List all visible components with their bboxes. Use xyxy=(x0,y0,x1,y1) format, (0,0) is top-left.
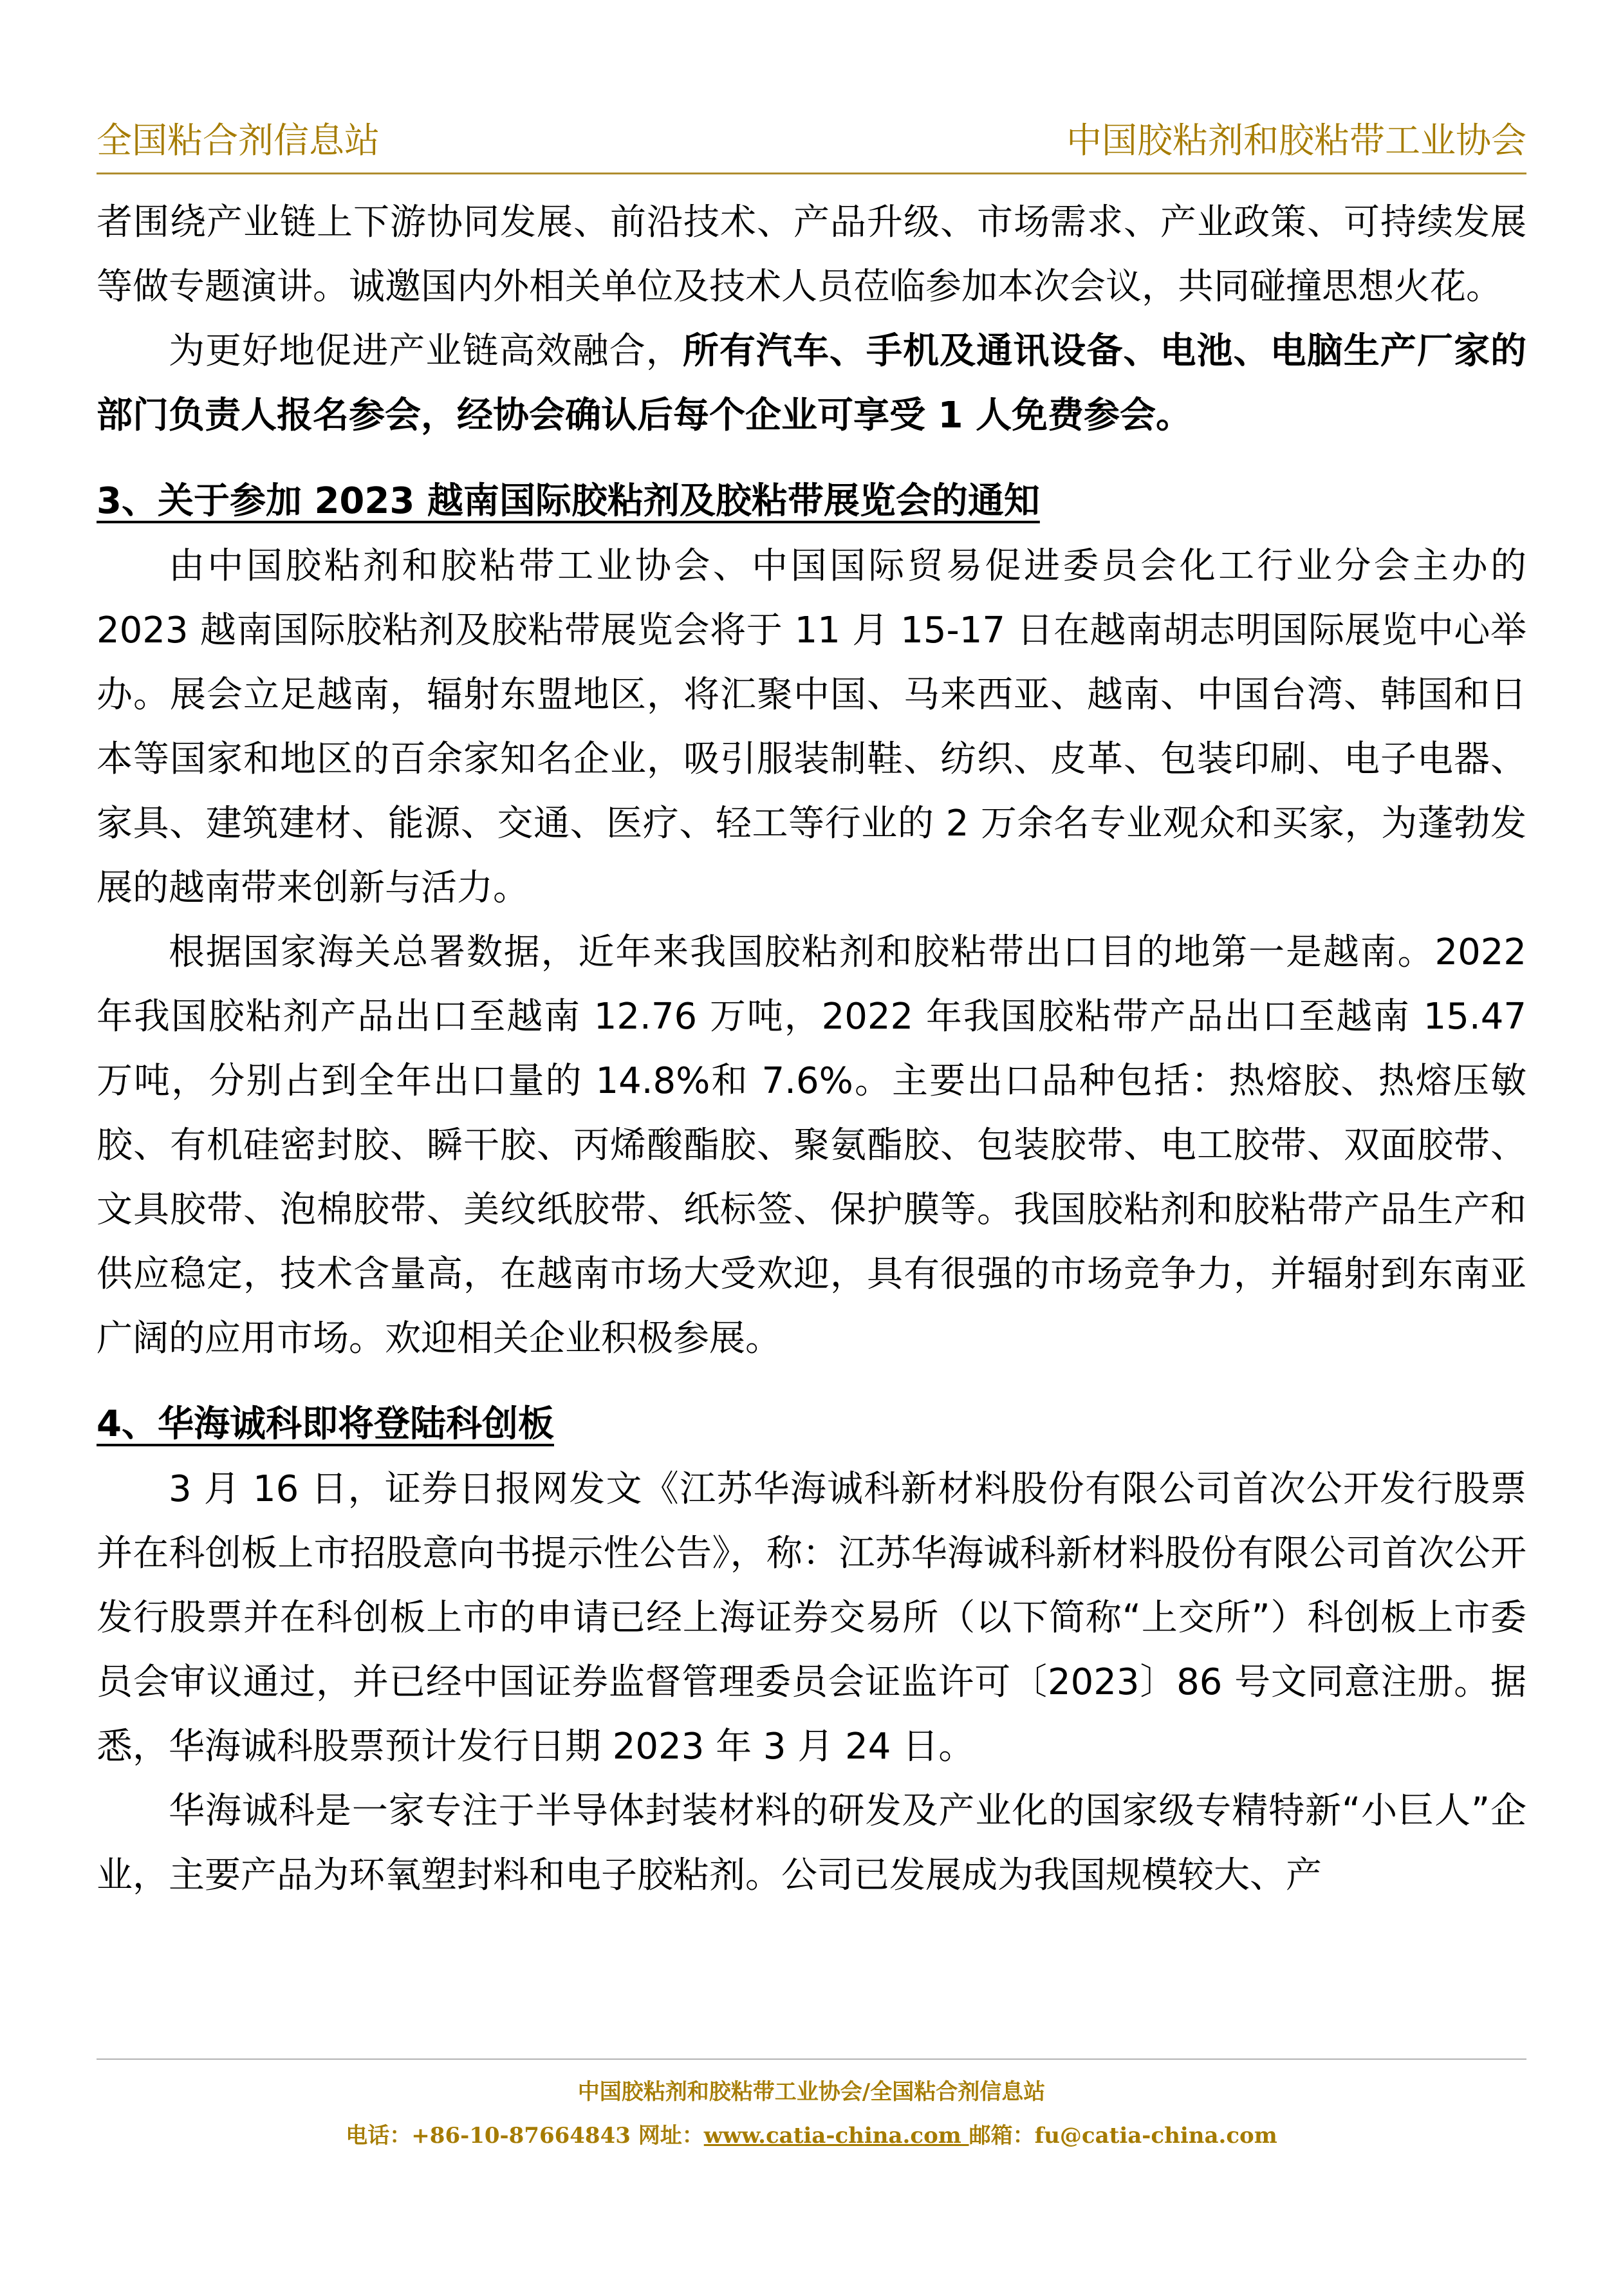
paragraph-export-data: 根据国家海关总署数据，近年来我国胶粘剂和胶粘带出口目的地第一是越南。2022 年我国胶粘剂产品出口至越南 12.76 万吨，2022 年我国胶粘带产品出口至越南 15.47 万吨，分别占到全年出口量的 14.8%和 7.6%。主要出口品种包括：热熔胶、热熔压敏胶、有机硅密封胶、瞬干胶、丙烯酸酯胶、聚氨酯胶、包装胶带、电工胶带、双面胶带、文具胶带、泡棉胶带、美纹纸胶带、纸标签、保护膜等。我国胶粘剂和胶粘带产品生产和供应稳定，技术含量高，在越南市场大受欢迎，具有很强的市场竞争力，并辐射到东南亚广阔的应用市场。欢迎相关企业积极参展。 xyxy=(97,931,1526,1359)
paragraph-company-profile: 华海诚科是一家专注于半导体封装材料的研发及产业化的国家级专精特新“小巨人”企业，主要产品为环氧塑封料和电子胶粘剂。公司已发展成为我国规模较大、产 xyxy=(97,1790,1526,1896)
footer-website-link[interactable]: www.catia-china.com xyxy=(703,2123,969,2149)
footer-email[interactable]: fu@catia-china.com xyxy=(1034,2123,1277,2149)
footer-organization: 中国胶粘剂和胶粘带工业协会/全国粘合剂信息站 xyxy=(577,2079,1046,2105)
paragraph-continued: 者围绕产业链上下游协同发展、前沿技术、产品升级、市场需求、产业政策、可持续发展等做专题演讲。诚邀国内外相关单位及技术人员莅临参加本次会议，共同碰撞思想火花。 xyxy=(97,201,1526,308)
paragraph-ipo-notice: 3 月 16 日，证券日报网发文《江苏华海诚科新材料股份有限公司首次公开发行股票并在科创板上市招股意向书提示性公告》，称：江苏华海诚科新材料股份有限公司首次公开发行股票并在科创板上市的申请已经上海证券交易所（以下简称“上交所”）科创板上市委员会审议通过，并已经中国证券监督管理委员会证监许可〔2023〕86 号文同意注册。据悉，华海诚科股票预计发行日期 2023 年 3 月 24 日。 xyxy=(97,1468,1526,1768)
footer-email-label: 邮箱： xyxy=(969,2123,1035,2149)
section-heading-4: 4、华海诚科即将登陆科创板 xyxy=(97,1403,554,1445)
footer-divider xyxy=(97,2058,1526,2060)
paragraph-registration xyxy=(97,319,1526,448)
page-header xyxy=(97,115,1526,166)
page-body xyxy=(97,191,1526,1908)
header-divider xyxy=(97,173,1526,174)
footer-contact xyxy=(0,2118,1623,2154)
paragraph-registration-bold: 所有汽车、手机及通讯设备、电池、电脑生产厂家的部门负责人报名参会，经协会确认后每个企业可享受 1 人免费参会。 xyxy=(97,330,1527,436)
paragraph-registration-plain: 为更好地促进产业链高效融合， xyxy=(169,330,683,372)
header-site-name: 全国粘合剂信息站 xyxy=(97,120,380,161)
section-heading-3: 3、关于参加 2023 越南国际胶粘剂及胶粘带展览会的通知 xyxy=(97,480,1040,522)
paragraph-exhibition: 由中国胶粘剂和胶粘带工业协会、中国国际贸易促进委员会化工行业分会主办的 2023 越南国际胶粘剂及胶粘带展览会将于 11 月 15-17 日在越南胡志明国际展览中心举办。展会立足越南，辐射东盟地区，将汇聚中国、马来西亚、越南、中国台湾、韩国和日本等国家和地区的百余家知名企业，吸引服装制鞋、纺织、皮革、包装印刷、电子电器、家具、建筑建材、能源、交通、医疗、轻工等行业的 2 万余名专业观众和买家，为蓬勃发展的越南带来创新与活力。 xyxy=(97,545,1526,909)
footer-tel: 电话：+86-10-87664843 网址： xyxy=(346,2123,704,2149)
header-association-name: 中国胶粘剂和胶粘带工业协会 xyxy=(1066,120,1526,161)
